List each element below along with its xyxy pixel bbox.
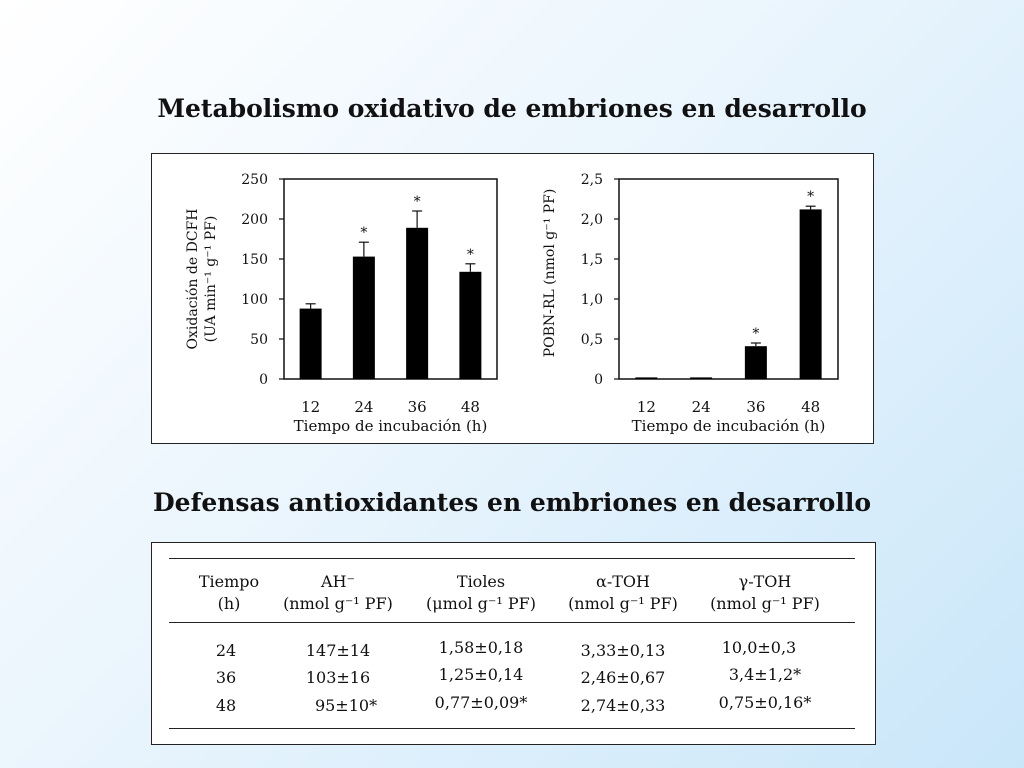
table-top-rule [169,558,855,559]
table-cell: 48 [215,696,237,715]
chart2-xtick-label: 48 [801,398,821,416]
chart1-significance-mark: * [466,246,474,263]
header-gamma-toh: γ-TOH (nmol g⁻¹ PF) [710,572,820,613]
table-cell: 95±10* [314,696,378,715]
table-bottom-rule [169,728,855,729]
slide-title-oxidative-metabolism: Metabolismo oxidativo de embriones en desarrollo [157,94,867,123]
header-ah: AH⁻ (nmol g⁻¹ PF) [283,572,393,613]
chart2-ytick-label: 0,5 [580,332,603,348]
chart1-xtick-label: 24 [354,398,374,416]
charts-svg [152,154,872,442]
chart1-ytick-label: 250 [241,172,268,188]
chart2-bar [745,346,767,379]
chart2-xtick-label: 24 [691,398,711,416]
table-cell: 24 [215,641,237,660]
chart1-xtick-label: 12 [301,398,321,416]
slide-title-antioxidant-defenses: Defensas antioxidantes en embriones en desarrollo [152,488,872,517]
table-cell: 10,0±0,3 [721,638,797,657]
header-tiempo: Tiempo (h) [198,572,260,613]
chart1-ylabel-line1: Oxidación de DCFH [185,208,201,350]
chart2-xtick-label: 36 [746,398,766,416]
chart2-bar [800,209,822,379]
chart1-xtick-label: 48 [460,398,480,416]
chart2-ylabel: POBN-RL (nmol g⁻¹ PF) [542,188,558,358]
chart1-bar [353,257,375,379]
chart1-ytick-label: 50 [250,332,268,348]
chart2-significance-mark: * [752,326,760,342]
table-cell: 1,25±0,14 [438,665,524,684]
table-cell: 2,74±0,33 [580,696,666,715]
table-cell: 0,75±0,16* [718,693,812,712]
chart2-ytick-label: 1,0 [580,292,603,308]
chart1-ytick-label: 150 [241,252,268,268]
chart2-ytick-label: 2,5 [580,172,603,188]
chart2-bar [635,377,657,379]
chart2-ytick-label: 1,5 [580,252,603,268]
chart1-significance-mark: * [413,194,421,210]
chart2-xlabel: Tiempo de incubación (h) [631,417,826,435]
chart1-xlabel: Tiempo de incubación (h) [293,417,488,435]
table-cell: 3,33±0,13 [580,641,666,660]
charts-panel [151,153,874,444]
chart1-xtick-label: 36 [407,398,427,416]
table-cell: 36 [215,668,237,687]
chart1-ytick-label: 200 [241,212,268,228]
antioxidant-table [151,542,876,745]
chart2-ytick-label: 2,0 [580,212,603,228]
header-tioles: Tioles (μmol g⁻¹ PF) [426,572,536,613]
table-header-rule [169,622,855,623]
chart1-bar [300,309,322,379]
table-cell: 1,58±0,18 [438,638,524,657]
table-cell: 3,4±1,2* [728,665,802,684]
table-cell: 147±14 [305,641,371,660]
table-cell: 103±16 [305,668,371,687]
table-cell: 2,46±0,67 [580,668,666,687]
chart2-ytick-label: 0 [594,372,603,388]
chart1-significance-mark: * [360,225,368,242]
chart1-ylabel-line2: (UA min⁻¹ g⁻¹ PF) [203,215,219,343]
table-cell: 0,77±0,09* [434,693,528,712]
chart1-ytick-label: 100 [241,292,268,308]
chart1-bar [406,228,428,379]
chart2-significance-mark: * [807,189,815,206]
chart1-ytick-label: 0 [259,372,268,388]
header-alpha-toh: α-TOH (nmol g⁻¹ PF) [568,572,678,613]
chart2-xtick-label: 12 [636,398,656,416]
chart2-bar [690,377,712,379]
chart1-bar [459,272,481,379]
